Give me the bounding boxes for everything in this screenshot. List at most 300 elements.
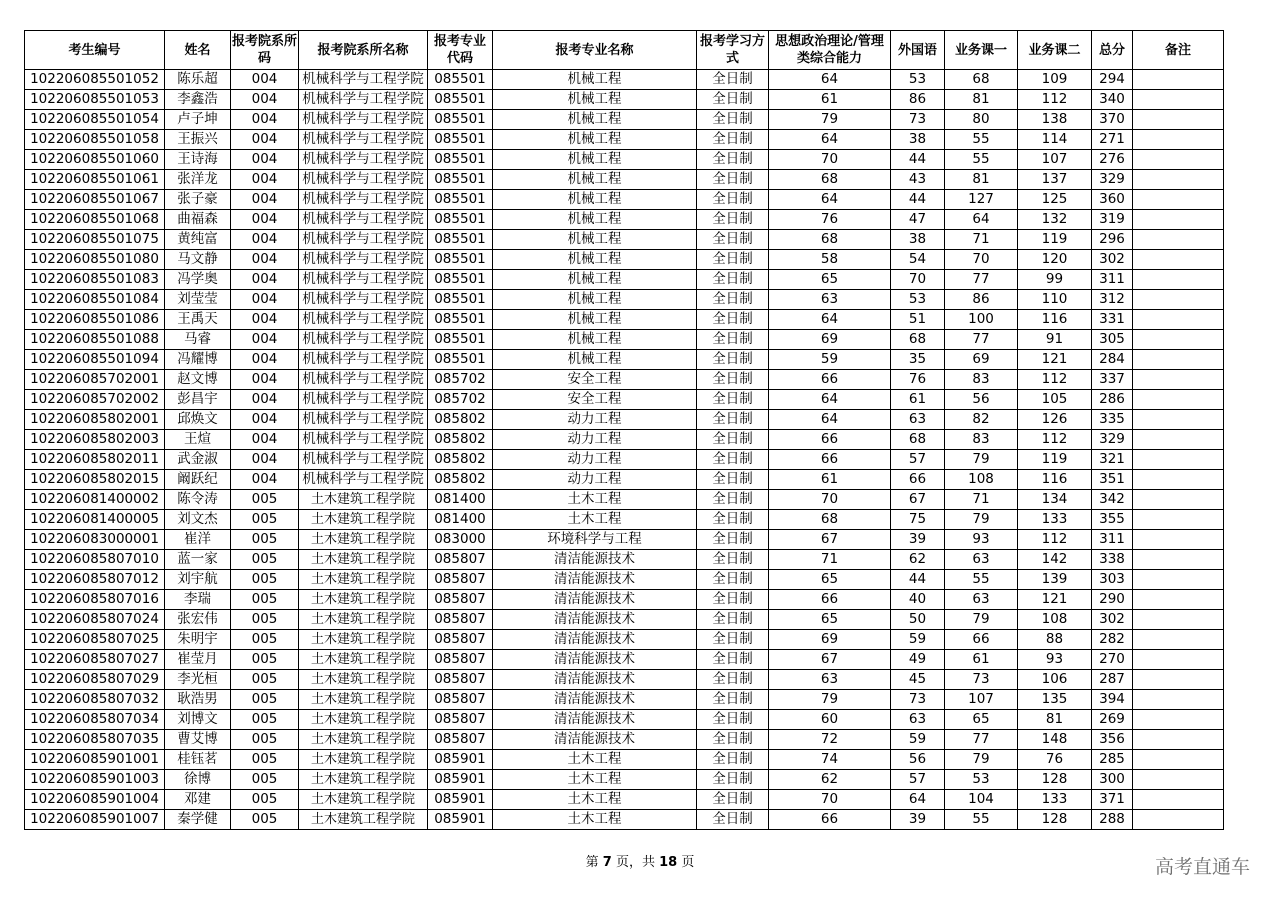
- total-score-cell: 302: [1092, 610, 1133, 630]
- study-mode-cell: 全日制: [697, 750, 769, 770]
- name-cell: 张子豪: [165, 190, 231, 210]
- major-name-cell: 清洁能源技术: [493, 550, 697, 570]
- foreign-language-score-cell: 40: [891, 590, 945, 610]
- total-score-cell: 303: [1092, 570, 1133, 590]
- major-code-cell: 085501: [428, 210, 493, 230]
- college-code-cell: 004: [231, 410, 299, 430]
- table-row: [25, 550, 1224, 570]
- header-name: 姓名: [165, 31, 231, 70]
- major-code-cell: 085702: [428, 390, 493, 410]
- college-code-cell: 005: [231, 810, 299, 830]
- course-two-score-cell: 121: [1018, 350, 1092, 370]
- college-name-cell: 机械科学与工程学院: [299, 370, 428, 390]
- table-row: [25, 390, 1224, 410]
- total-score-cell: 312: [1092, 290, 1133, 310]
- college-name-cell: 土木建筑工程学院: [299, 690, 428, 710]
- total-score-cell: 319: [1092, 210, 1133, 230]
- course-one-score-cell: 61: [945, 650, 1018, 670]
- major-name-cell: 机械工程: [493, 70, 697, 90]
- table-row: [25, 650, 1224, 670]
- name-cell: 冯耀博: [165, 350, 231, 370]
- course-two-score-cell: 128: [1018, 810, 1092, 830]
- course-one-score-cell: 79: [945, 610, 1018, 630]
- foreign-language-score-cell: 38: [891, 230, 945, 250]
- college-name-cell: 土木建筑工程学院: [299, 710, 428, 730]
- course-two-score-cell: 148: [1018, 730, 1092, 750]
- college-code-cell: 004: [231, 110, 299, 130]
- college-name-cell: 机械科学与工程学院: [299, 90, 428, 110]
- major-name-cell: 土木工程: [493, 510, 697, 530]
- name-cell: 李鑫浩: [165, 90, 231, 110]
- foreign-language-score-cell: 53: [891, 290, 945, 310]
- study-mode-cell: 全日制: [697, 790, 769, 810]
- major-code-cell: 085901: [428, 770, 493, 790]
- politics-score-cell: 64: [769, 310, 891, 330]
- major-code-cell: 085807: [428, 650, 493, 670]
- remarks-cell: [1133, 750, 1224, 770]
- study-mode-cell: 全日制: [697, 630, 769, 650]
- major-code-cell: 085807: [428, 730, 493, 750]
- course-two-score-cell: 112: [1018, 90, 1092, 110]
- college-name-cell: 土木建筑工程学院: [299, 550, 428, 570]
- major-code-cell: 085901: [428, 810, 493, 830]
- total-score-cell: 271: [1092, 130, 1133, 150]
- name-cell: 黄纯富: [165, 230, 231, 250]
- remarks-cell: [1133, 510, 1224, 530]
- politics-score-cell: 71: [769, 550, 891, 570]
- study-mode-cell: 全日制: [697, 210, 769, 230]
- name-cell: 李光桓: [165, 670, 231, 690]
- college-code-cell: 004: [231, 230, 299, 250]
- course-one-score-cell: 56: [945, 390, 1018, 410]
- exam-id-cell: 102206085501083: [25, 270, 165, 290]
- major-code-cell: 085807: [428, 690, 493, 710]
- remarks-cell: [1133, 90, 1224, 110]
- foreign-language-score-cell: 63: [891, 410, 945, 430]
- foreign-language-score-cell: 44: [891, 150, 945, 170]
- course-two-score-cell: 121: [1018, 590, 1092, 610]
- exam-id-cell: 102206085807010: [25, 550, 165, 570]
- college-name-cell: 机械科学与工程学院: [299, 270, 428, 290]
- college-name-cell: 土木建筑工程学院: [299, 750, 428, 770]
- remarks-cell: [1133, 350, 1224, 370]
- college-name-cell: 土木建筑工程学院: [299, 650, 428, 670]
- course-one-score-cell: 104: [945, 790, 1018, 810]
- table-row: [25, 750, 1224, 770]
- major-code-cell: 085501: [428, 110, 493, 130]
- college-name-cell: 机械科学与工程学院: [299, 250, 428, 270]
- major-code-cell: 085501: [428, 170, 493, 190]
- course-two-score-cell: 109: [1018, 70, 1092, 90]
- page-total: 18: [659, 855, 678, 870]
- total-score-cell: 331: [1092, 310, 1133, 330]
- major-name-cell: 机械工程: [493, 310, 697, 330]
- total-score-cell: 302: [1092, 250, 1133, 270]
- exam-id-cell: 102206085501094: [25, 350, 165, 370]
- name-cell: 赵文博: [165, 370, 231, 390]
- remarks-cell: [1133, 770, 1224, 790]
- major-code-cell: 085802: [428, 430, 493, 450]
- study-mode-cell: 全日制: [697, 510, 769, 530]
- table-row: [25, 710, 1224, 730]
- table-row: [25, 430, 1224, 450]
- course-two-score-cell: 126: [1018, 410, 1092, 430]
- foreign-language-score-cell: 62: [891, 550, 945, 570]
- college-code-cell: 004: [231, 190, 299, 210]
- table-row: [25, 630, 1224, 650]
- name-cell: 彭昌宇: [165, 390, 231, 410]
- exam-id-cell: 102206085501075: [25, 230, 165, 250]
- name-cell: 冯学奥: [165, 270, 231, 290]
- course-two-score-cell: 106: [1018, 670, 1092, 690]
- major-name-cell: 机械工程: [493, 350, 697, 370]
- table-row: [25, 470, 1224, 490]
- study-mode-cell: 全日制: [697, 470, 769, 490]
- study-mode-cell: 全日制: [697, 370, 769, 390]
- major-name-cell: 土木工程: [493, 490, 697, 510]
- name-cell: 蓝一家: [165, 550, 231, 570]
- total-score-cell: 335: [1092, 410, 1133, 430]
- college-code-cell: 004: [231, 250, 299, 270]
- major-code-cell: 085807: [428, 670, 493, 690]
- major-name-cell: 机械工程: [493, 330, 697, 350]
- course-two-score-cell: 99: [1018, 270, 1092, 290]
- total-score-cell: 342: [1092, 490, 1133, 510]
- exam-id-cell: 102206085807034: [25, 710, 165, 730]
- course-one-score-cell: 63: [945, 590, 1018, 610]
- exam-id-cell: 102206085807024: [25, 610, 165, 630]
- foreign-language-score-cell: 38: [891, 130, 945, 150]
- course-two-score-cell: 134: [1018, 490, 1092, 510]
- major-name-cell: 动力工程: [493, 430, 697, 450]
- college-name-cell: 土木建筑工程学院: [299, 810, 428, 830]
- foreign-language-score-cell: 39: [891, 530, 945, 550]
- remarks-cell: [1133, 390, 1224, 410]
- politics-score-cell: 68: [769, 170, 891, 190]
- college-code-cell: 004: [231, 350, 299, 370]
- major-code-cell: 085802: [428, 410, 493, 430]
- total-score-cell: 356: [1092, 730, 1133, 750]
- course-one-score-cell: 82: [945, 410, 1018, 430]
- exam-id-cell: 102206085501088: [25, 330, 165, 350]
- politics-score-cell: 68: [769, 510, 891, 530]
- course-one-score-cell: 71: [945, 490, 1018, 510]
- remarks-cell: [1133, 170, 1224, 190]
- remarks-cell: [1133, 810, 1224, 830]
- major-code-cell: 085501: [428, 270, 493, 290]
- college-name-cell: 机械科学与工程学院: [299, 210, 428, 230]
- name-cell: 武金淑: [165, 450, 231, 470]
- header-college-code: 报考院系所码: [231, 31, 299, 70]
- politics-score-cell: 61: [769, 90, 891, 110]
- foreign-language-score-cell: 59: [891, 630, 945, 650]
- course-two-score-cell: 116: [1018, 310, 1092, 330]
- total-score-cell: 311: [1092, 530, 1133, 550]
- course-one-score-cell: 71: [945, 230, 1018, 250]
- total-score-cell: 355: [1092, 510, 1133, 530]
- politics-score-cell: 74: [769, 750, 891, 770]
- name-cell: 耿浩男: [165, 690, 231, 710]
- remarks-cell: [1133, 450, 1224, 470]
- college-code-cell: 004: [231, 130, 299, 150]
- name-cell: 徐博: [165, 770, 231, 790]
- remarks-cell: [1133, 470, 1224, 490]
- total-score-cell: 337: [1092, 370, 1133, 390]
- exam-id-cell: 102206085702001: [25, 370, 165, 390]
- major-code-cell: 085501: [428, 310, 493, 330]
- major-code-cell: 085901: [428, 750, 493, 770]
- major-code-cell: 085501: [428, 150, 493, 170]
- table-row: [25, 770, 1224, 790]
- politics-score-cell: 72: [769, 730, 891, 750]
- name-cell: 王禹天: [165, 310, 231, 330]
- total-score-cell: 287: [1092, 670, 1133, 690]
- politics-score-cell: 63: [769, 670, 891, 690]
- name-cell: 邱焕文: [165, 410, 231, 430]
- course-one-score-cell: 93: [945, 530, 1018, 550]
- exam-id-cell: 102206081400002: [25, 490, 165, 510]
- politics-score-cell: 70: [769, 150, 891, 170]
- course-one-score-cell: 55: [945, 150, 1018, 170]
- major-name-cell: 机械工程: [493, 230, 697, 250]
- remarks-cell: [1133, 490, 1224, 510]
- course-two-score-cell: 137: [1018, 170, 1092, 190]
- college-code-cell: 004: [231, 270, 299, 290]
- major-code-cell: 085807: [428, 610, 493, 630]
- table-row: [25, 130, 1224, 150]
- college-name-cell: 土木建筑工程学院: [299, 670, 428, 690]
- major-code-cell: 085501: [428, 130, 493, 150]
- politics-score-cell: 62: [769, 770, 891, 790]
- total-score-cell: 394: [1092, 690, 1133, 710]
- table-row: [25, 230, 1224, 250]
- college-name-cell: 土木建筑工程学院: [299, 610, 428, 630]
- foreign-language-score-cell: 59: [891, 730, 945, 750]
- college-name-cell: 土木建筑工程学院: [299, 490, 428, 510]
- study-mode-cell: 全日制: [697, 250, 769, 270]
- exam-id-cell: 102206085807012: [25, 570, 165, 590]
- name-cell: 秦学健: [165, 810, 231, 830]
- major-name-cell: 清洁能源技术: [493, 710, 697, 730]
- exam-id-cell: 102206083000001: [25, 530, 165, 550]
- name-cell: 马文静: [165, 250, 231, 270]
- politics-score-cell: 79: [769, 690, 891, 710]
- study-mode-cell: 全日制: [697, 430, 769, 450]
- course-two-score-cell: 139: [1018, 570, 1092, 590]
- exam-id-cell: 102206085807029: [25, 670, 165, 690]
- politics-score-cell: 66: [769, 370, 891, 390]
- header-study-mode: 报考学习方式: [697, 31, 769, 70]
- college-code-cell: 005: [231, 650, 299, 670]
- remarks-cell: [1133, 230, 1224, 250]
- table-row: [25, 530, 1224, 550]
- course-two-score-cell: 91: [1018, 330, 1092, 350]
- table-row: [25, 350, 1224, 370]
- course-two-score-cell: 114: [1018, 130, 1092, 150]
- table-row: [25, 690, 1224, 710]
- name-cell: 李瑞: [165, 590, 231, 610]
- major-code-cell: 085807: [428, 570, 493, 590]
- remarks-cell: [1133, 710, 1224, 730]
- course-two-score-cell: 108: [1018, 610, 1092, 630]
- remarks-cell: [1133, 130, 1224, 150]
- foreign-language-score-cell: 53: [891, 70, 945, 90]
- name-cell: 王煊: [165, 430, 231, 450]
- name-cell: 刘博文: [165, 710, 231, 730]
- major-name-cell: 土木工程: [493, 770, 697, 790]
- course-one-score-cell: 107: [945, 690, 1018, 710]
- college-name-cell: 土木建筑工程学院: [299, 590, 428, 610]
- total-score-cell: 284: [1092, 350, 1133, 370]
- study-mode-cell: 全日制: [697, 70, 769, 90]
- major-name-cell: 机械工程: [493, 270, 697, 290]
- header-major-name: 报考专业名称: [493, 31, 697, 70]
- table-row: [25, 330, 1224, 350]
- total-score-cell: 340: [1092, 90, 1133, 110]
- foreign-language-score-cell: 67: [891, 490, 945, 510]
- college-name-cell: 机械科学与工程学院: [299, 130, 428, 150]
- exam-id-cell: 102206085802015: [25, 470, 165, 490]
- major-name-cell: 土木工程: [493, 750, 697, 770]
- exam-id-cell: 102206085501080: [25, 250, 165, 270]
- watermark-text: 高考直通车: [1154, 856, 1250, 878]
- foreign-language-score-cell: 47: [891, 210, 945, 230]
- exam-id-cell: 102206085807016: [25, 590, 165, 610]
- remarks-cell: [1133, 570, 1224, 590]
- remarks-cell: [1133, 310, 1224, 330]
- foreign-language-score-cell: 49: [891, 650, 945, 670]
- college-name-cell: 土木建筑工程学院: [299, 790, 428, 810]
- politics-score-cell: 70: [769, 790, 891, 810]
- table-row: [25, 250, 1224, 270]
- major-name-cell: 动力工程: [493, 450, 697, 470]
- college-name-cell: 土木建筑工程学院: [299, 510, 428, 530]
- politics-score-cell: 65: [769, 270, 891, 290]
- name-cell: 刘宇航: [165, 570, 231, 590]
- table-row: [25, 70, 1224, 90]
- total-score-cell: 296: [1092, 230, 1133, 250]
- course-one-score-cell: 77: [945, 270, 1018, 290]
- politics-score-cell: 66: [769, 430, 891, 450]
- foreign-language-score-cell: 35: [891, 350, 945, 370]
- course-two-score-cell: 88: [1018, 630, 1092, 650]
- college-code-cell: 004: [231, 310, 299, 330]
- name-cell: 刘莹莹: [165, 290, 231, 310]
- header-politics-score: 思想政治理论/管理类综合能力: [769, 31, 891, 70]
- course-one-score-cell: 55: [945, 570, 1018, 590]
- remarks-cell: [1133, 650, 1224, 670]
- study-mode-cell: 全日制: [697, 350, 769, 370]
- study-mode-cell: 全日制: [697, 490, 769, 510]
- total-score-cell: 285: [1092, 750, 1133, 770]
- course-one-score-cell: 79: [945, 750, 1018, 770]
- foreign-language-score-cell: 43: [891, 170, 945, 190]
- course-two-score-cell: 81: [1018, 710, 1092, 730]
- course-two-score-cell: 112: [1018, 530, 1092, 550]
- remarks-cell: [1133, 630, 1224, 650]
- exam-id-cell: 102206085501067: [25, 190, 165, 210]
- course-one-score-cell: 77: [945, 730, 1018, 750]
- study-mode-cell: 全日制: [697, 270, 769, 290]
- course-two-score-cell: 119: [1018, 450, 1092, 470]
- politics-score-cell: 61: [769, 470, 891, 490]
- course-one-score-cell: 81: [945, 90, 1018, 110]
- foreign-language-score-cell: 68: [891, 330, 945, 350]
- college-code-cell: 004: [231, 450, 299, 470]
- foreign-language-score-cell: 50: [891, 610, 945, 630]
- foreign-language-score-cell: 66: [891, 470, 945, 490]
- major-code-cell: 085702: [428, 370, 493, 390]
- table-row: [25, 170, 1224, 190]
- study-mode-cell: 全日制: [697, 330, 769, 350]
- table-row: [25, 370, 1224, 390]
- course-two-score-cell: 133: [1018, 790, 1092, 810]
- major-name-cell: 清洁能源技术: [493, 670, 697, 690]
- major-code-cell: 085501: [428, 190, 493, 210]
- college-name-cell: 机械科学与工程学院: [299, 230, 428, 250]
- name-cell: 崔洋: [165, 530, 231, 550]
- course-two-score-cell: 142: [1018, 550, 1092, 570]
- total-score-cell: 311: [1092, 270, 1133, 290]
- exam-id-cell: 102206085901007: [25, 810, 165, 830]
- foreign-language-score-cell: 73: [891, 690, 945, 710]
- header-major-code: 报考专业代码: [428, 31, 493, 70]
- name-cell: 曲福森: [165, 210, 231, 230]
- major-code-cell: 085802: [428, 470, 493, 490]
- politics-score-cell: 66: [769, 450, 891, 470]
- table-row: [25, 450, 1224, 470]
- college-name-cell: 机械科学与工程学院: [299, 170, 428, 190]
- study-mode-cell: 全日制: [697, 410, 769, 430]
- major-code-cell: 085807: [428, 550, 493, 570]
- major-code-cell: 085807: [428, 590, 493, 610]
- name-cell: 曹艾博: [165, 730, 231, 750]
- study-mode-cell: 全日制: [697, 590, 769, 610]
- major-code-cell: 081400: [428, 510, 493, 530]
- table-row: [25, 610, 1224, 630]
- college-code-cell: 004: [231, 210, 299, 230]
- table-row: [25, 410, 1224, 430]
- page-indicator: [0, 851, 1280, 870]
- major-name-cell: 清洁能源技术: [493, 590, 697, 610]
- course-two-score-cell: 110: [1018, 290, 1092, 310]
- college-name-cell: 机械科学与工程学院: [299, 430, 428, 450]
- major-code-cell: 085501: [428, 90, 493, 110]
- major-name-cell: 清洁能源技术: [493, 650, 697, 670]
- name-cell: 卢子坤: [165, 110, 231, 130]
- total-score-cell: 371: [1092, 790, 1133, 810]
- name-cell: 马睿: [165, 330, 231, 350]
- exam-id-cell: 102206085807027: [25, 650, 165, 670]
- exam-id-cell: 102206085901001: [25, 750, 165, 770]
- politics-score-cell: 65: [769, 570, 891, 590]
- score-table: [24, 30, 1224, 830]
- study-mode-cell: 全日制: [697, 290, 769, 310]
- course-two-score-cell: 135: [1018, 690, 1092, 710]
- major-name-cell: 土木工程: [493, 810, 697, 830]
- study-mode-cell: 全日制: [697, 130, 769, 150]
- major-name-cell: 清洁能源技术: [493, 570, 697, 590]
- politics-score-cell: 64: [769, 70, 891, 90]
- exam-id-cell: 102206085501061: [25, 170, 165, 190]
- course-one-score-cell: 64: [945, 210, 1018, 230]
- major-code-cell: 085501: [428, 290, 493, 310]
- college-name-cell: 机械科学与工程学院: [299, 150, 428, 170]
- remarks-cell: [1133, 270, 1224, 290]
- course-two-score-cell: 93: [1018, 650, 1092, 670]
- course-one-score-cell: 79: [945, 450, 1018, 470]
- study-mode-cell: 全日制: [697, 690, 769, 710]
